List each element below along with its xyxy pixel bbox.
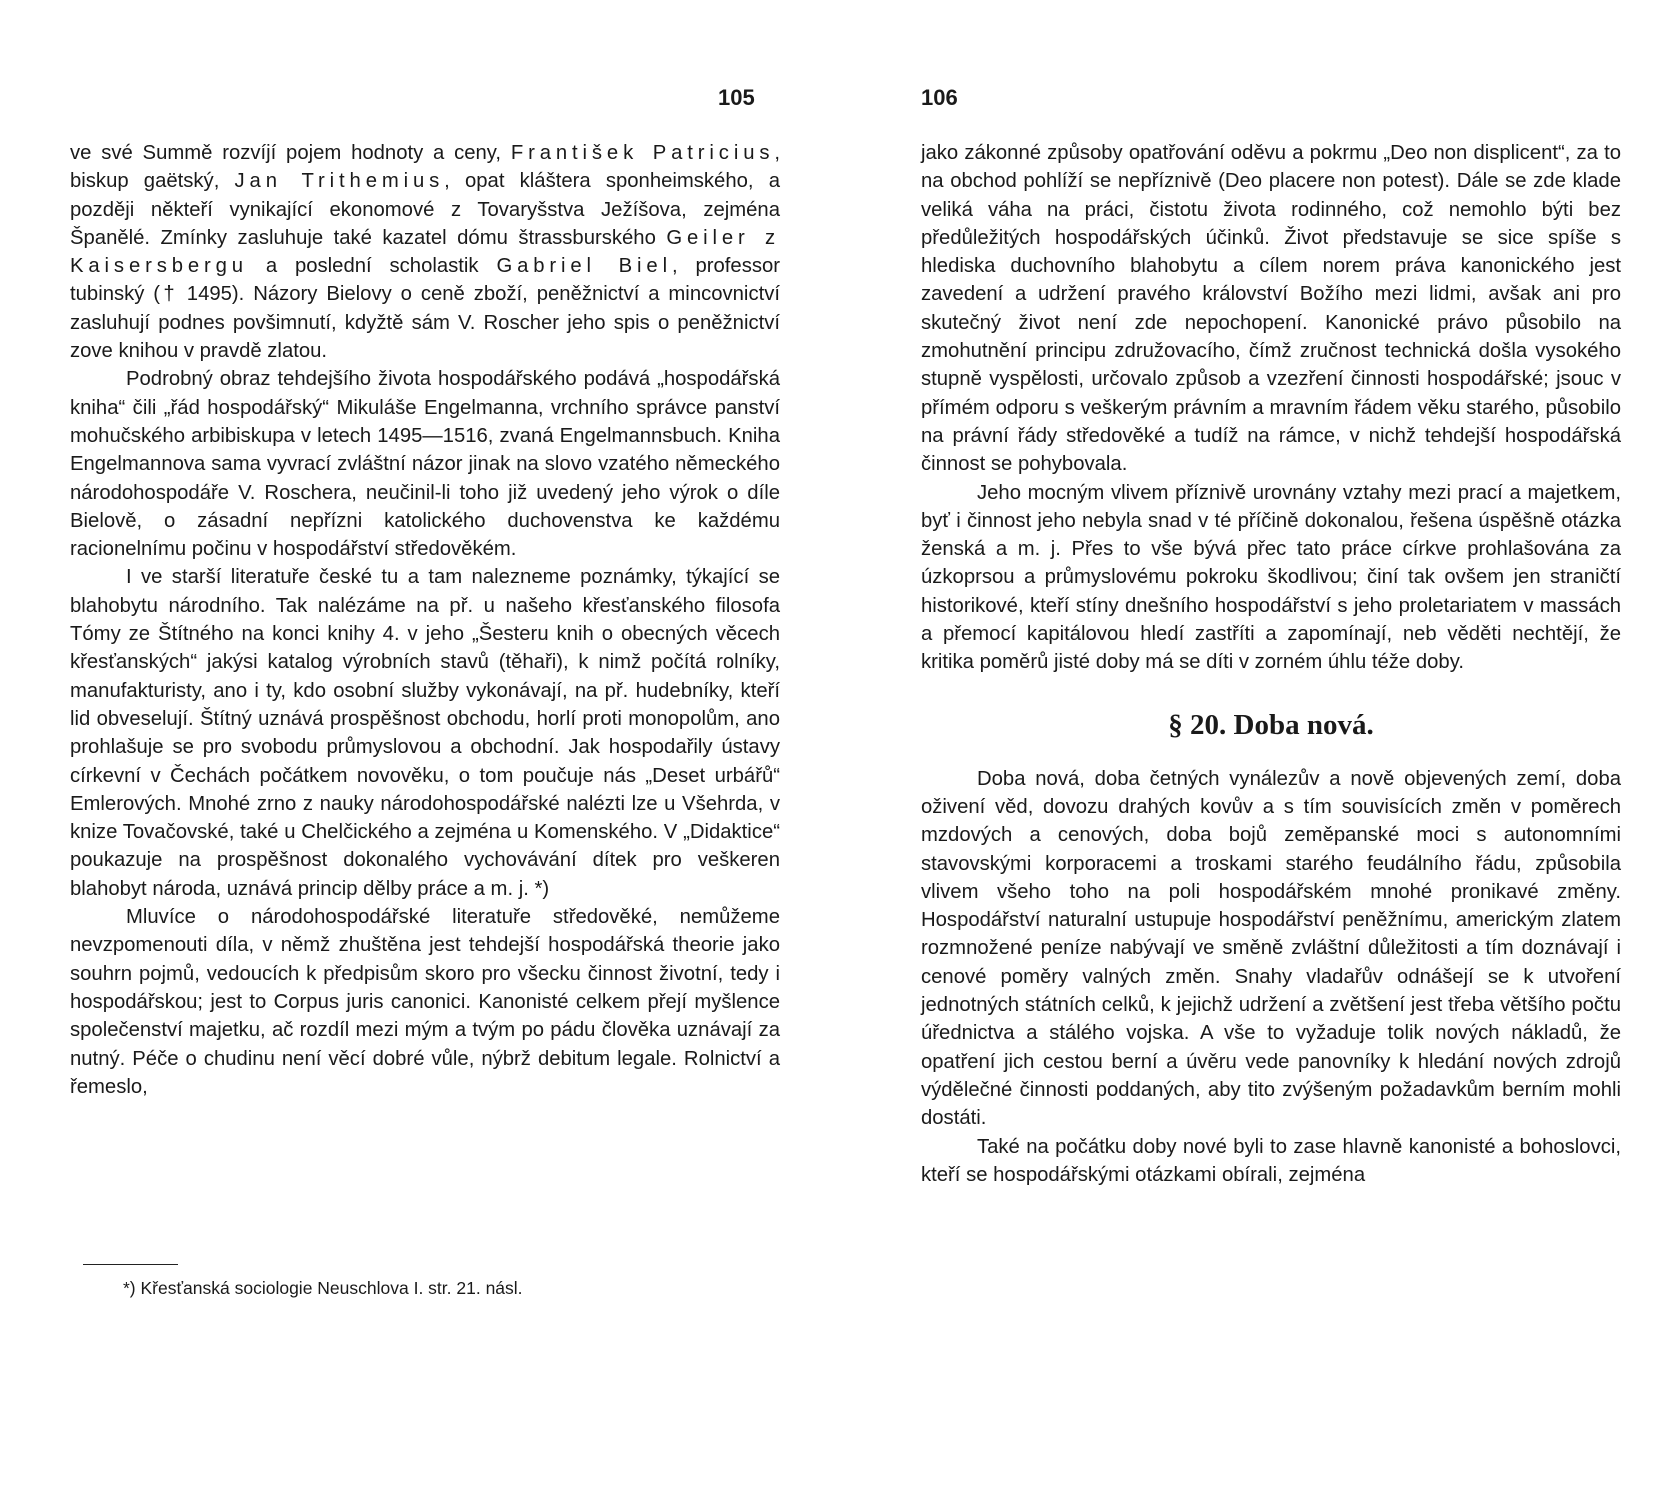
section-heading-wrap (921, 677, 1621, 765)
person-name: Jan Trithemius (234, 170, 445, 193)
page-number: 105 (718, 85, 755, 110)
right-page-body (921, 139, 1621, 1189)
paragraph: Podrobný obraz tehdejšího života hospodářského podává „hospodářská kniha“ čili „řád hospodářský“ Mikuláše Engelmanna, vrchního správce panství mohučského arbibiskupa v letech 1495—1516, zvaná Engelmannsbuch. Kniha Engelmannova sama vyvrací zvláštní názor jinak na slovo vzatého německého národohospodáře V. Roschera, neučinil-li toho již uvedený jeho výrok o díle Bielově, o zásadní nepřízni katolického duchovenstva ke každému racionelnímu počinu v hospodářství středověkém. (70, 368, 780, 561)
paragraph: Jeho mocným vlivem příznivě urovnány vztahy mezi prací a majetkem, byť i činnost jeho nebyla snad v té příčině dokonalou, řešena úspěšně otázka ženská a m. j. Přes to vše bývá přec tato práce církve prohlašována za úzkoprsou a průmyslovému pokroku škodlivou; činí tak ovšem jen straničtí historikové, kteří stíny dnešního hospodářství s jeho proletariatem v massách a přemocí kapitálovou hledí zastříti a zapomínají, neb věděti nechtějí, že kritika poměrů jisté doby má se díti v zorném úhlu téže doby. (921, 481, 1621, 674)
section-heading: § 20. Doba nová. (1168, 708, 1374, 741)
footnote-divider (83, 1264, 178, 1265)
paragraph: Mluvíce o národohospodářské literatuře středověké, nemůžeme nevzpomenouti díla, v němž zhuštěna jest tehdejší hospodářská theorie jako souhrn pojmů, vedoucích k předpisům skoro pro všecku činnost životní, tedy i hospodářskou; jest to Corpus juris canonici. Kanonisté celkem přejí myšlence společenství majetku, ač rozdíl mezi mým a tvým po pádu člověka uznávají za nutný. Péče o chudinu není věcí dobré vůle, nýbrž debitum legale. Rolnictví a řemeslo, (70, 906, 780, 1098)
person-name: František Patricius (510, 142, 775, 164)
left-page-body (70, 139, 780, 1101)
footnote: *) Křesťanská sociologie Neuschlova I. str. 21. násl. (123, 1278, 523, 1298)
person-name: Gabriel Biel (496, 255, 672, 278)
person-name: Geiler z Kaisersbergu (70, 226, 780, 278)
paragraph: jako zákonné způsoby opatřování oděvu a pokrmu „Deo non displicent“, za to na obchod pohlíží se nepříznivě (Deo placere non potest). Dále se zde klade veliká váha na práci, čistotu života rodinného, což nemohlo býti bez předůležitých hospodářských účinků. Život představuje se sice spíše s hlediska duchovního blahobytu a cílem norem práva kanonického jest zavedení a udržení pravého království Božího mezi lidmi, avšak ani pro skutečný život není zde nepochopení. Kanonické právo působilo na zmohutnění principu združovacího, čímž zručnost technická došla vysokého stupně vyspělosti, určovalo způsob a vzezření činnosti hospodářské; jsouc v přímém odporu s veškerým právním a mravním řádem věku starého, působilo na právní řády středověké a tudíž na rámce, v nichž tehdejší hospodářská činnost se pohybovala. (921, 142, 1621, 476)
paragraph: Také na počátku doby nové byli to zase hlavně kanonisté a bohoslovci, kteří se hospodářskými otázkami obírali, zejména (921, 1135, 1621, 1186)
paragraph: Doba nová, doba četných vynálezův a nově objevených zemí, doba oživení věd, dovozu drahých kovův a s tím souvisících změn v poměrech mzdových a cenových, doba bojů zeměpanské moci s autonomními stavovskými korporacemi a troskami starého feudálního řádu, způsobila vlivem všeho toho na poli hospodářském mnohé pronikavé změny. Hospodářství naturalní ustupuje hospodářství peněžnímu, americkým zlatem rozmnožené peníze nabývají ve směně zvláštní důležitosti a tím doznávají i cenové poměry valných změn. Snahy vladařův odnášejí se k utvoření jednotných státních celků, k jejichž udržení a zvětšení jest třeba většího počtu úřednictva a stálého vojska. A vše to vyžaduje tolik nových nákladů, že opatření jich cestou berní a úvěru vede panovníky k hledání nových zdrojů výdělečné činnosti poddaných, aby tito zvýšeným požadavkům berním mohli dostáti. (921, 767, 1621, 1130)
paragraph: ve své Summě rozvíjí pojem hodnoty a ceny, František Patricius, biskup gaëtský, Jan Trithemius, opat kláštera sponheimského, a později někteří vynikající ekonomové z Tovaryšstva Ježíšova, zejména Španělé. Zmínky zasluhuje také kazatel dómu štrassburského Geiler z Kaisersbergu a poslední scholastik Gabriel Biel, professor tubinský († 1495). Názory Bielovy o ceně zboží, peněžnictví a mincovnictví zasluhují podnes povšimnutí, kdyžtě sám V. Roscher jeho spis o peněžnictví zove knihou v pravdě zlatou. (70, 142, 781, 363)
page-number: 106 (921, 85, 958, 110)
paragraph: I ve starší literatuře české tu a tam nalezneme poznámky, týkající se blahobytu národního. Tak nalézáme na př. u našeho křesťanského filosofa Tómy ze Štítného na konci knihy 4. v jeho „Šesteru knih o obecných věcech křesťanských“ jakýsi katalog výrobních stavů (těhaři), k nimž počítá rolníky, manufakturisty, ano i ty, kdo osobní služby vykonávají, na př. hudebníky, kteří lid obveselují. Štítný uznává prospěšnost obchodu, horlí proti monopolům, ano prohlašuje se pro svobodu průmyslovou a obchodní. Jak hospodařily ústavy církevní v Čechách počátkem novověku, o tom poučuje nás „Deset urbářů“ Emlerových. Mnohé zrno z nauky národohospodářské nalézti lze u Všehrda, v knize Tovačovské, také u Chelčického a zejména u Komenského. V „Didaktice“ poukazuje na prospěšnost dokonalého vychovávání dítek pro veškeren blahobyt národa, uznává princip dělby práce a m. j. *) (70, 566, 780, 900)
